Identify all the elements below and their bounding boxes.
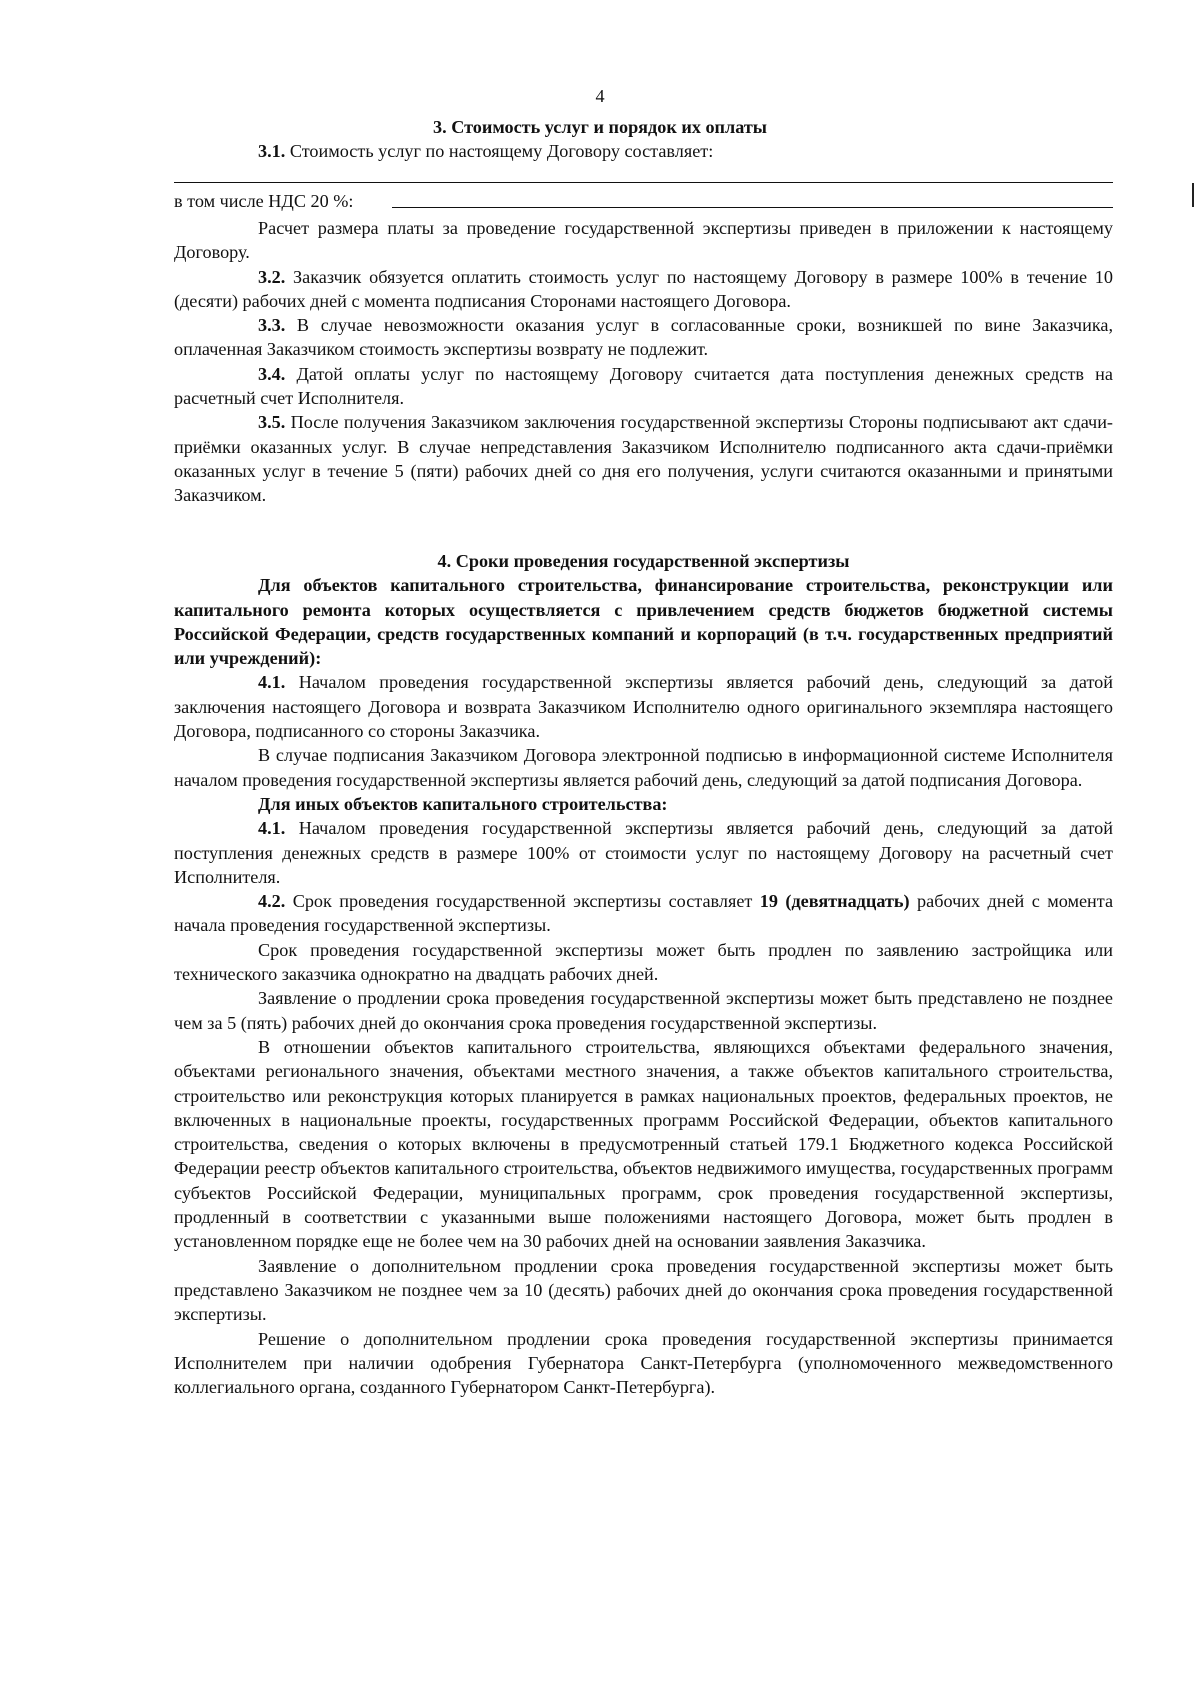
section-3-body bbox=[174, 216, 1113, 508]
clause-3-4 bbox=[174, 362, 1113, 411]
clause-3-4-number: 3.4. bbox=[258, 363, 286, 384]
clause-3-1 bbox=[258, 139, 713, 163]
other-objects-heading-text: Для иных объектов капитального строительства: bbox=[258, 793, 668, 814]
section-4-title-text: 4. Сроки проведения государственной экспертизы bbox=[437, 551, 850, 571]
cost-blank-line bbox=[174, 182, 1113, 183]
clause-4-1-budget-number: 4.1. bbox=[258, 672, 286, 693]
clause-4-2 bbox=[174, 889, 1113, 938]
section-3-title: 3. Стоимость услуг и порядок их оплаты bbox=[433, 117, 767, 137]
vat-label: в том числе НДС 20 %: bbox=[174, 191, 354, 211]
additional-request-paragraph: Заявление о дополнительном продлении срока проведения государственной экспертизы может быть представлено Заказчиком не позднее чем за 10 (десять) рабочих дней до окончания срока проведения государственной экспертизы. bbox=[174, 1255, 1113, 1325]
clause-3-1-text: Стоимость услуг по настоящему Договору составляет: bbox=[285, 141, 714, 161]
clause-3-5-number: 3.5. bbox=[258, 412, 286, 433]
clause-3-2 bbox=[174, 265, 1113, 314]
clause-4-2-number: 4.2. bbox=[258, 891, 286, 912]
clause-3-1-number: 3.1. bbox=[258, 141, 286, 161]
clause-4-1-budget bbox=[174, 670, 1113, 743]
section-4-body bbox=[174, 549, 1113, 1399]
clause-3-3-text: В случае невозможности оказания услуг в согласованные сроки, возникшей по вине Заказчика, оплаченная Заказчиком стоимость экспертизы возврату не подлежит. bbox=[174, 315, 1113, 360]
budget-objects-heading bbox=[174, 573, 1113, 670]
clause-3-4-text: Датой оплаты услуг по настоящему Договору считается дата поступления денежных средств на расчетный счет Исполнителя. bbox=[174, 363, 1113, 409]
clause-4-1-other bbox=[174, 816, 1113, 889]
clause-4-1-other-number: 4.1. bbox=[258, 818, 286, 839]
margin-mark bbox=[1192, 183, 1194, 207]
clause-4-2-text-a: Срок проведения государственной экспертизы составляет bbox=[285, 891, 760, 912]
section-4-title bbox=[174, 549, 1113, 573]
clause-4-2-text-b: рабочих дней с момента начала проведения государственной экспертизы. bbox=[174, 891, 1114, 936]
clause-3-2-number: 3.2. bbox=[258, 266, 286, 287]
budget-objects-heading-text: Для объектов капитального строительства, финансирование строительства, реконструкции или капитального ремонта которых осуществляется с привлечением средств бюджетов бюджетной системы Российской Федерации, средств государственных компаний и корпораций (в т.ч. государственных предприятий или учреждений): bbox=[174, 575, 1113, 669]
other-objects-heading bbox=[174, 792, 1113, 816]
clause-3-3-number: 3.3. bbox=[258, 315, 286, 336]
clause-3-5 bbox=[174, 410, 1113, 507]
vat-blank-line bbox=[392, 207, 1113, 208]
clause-3-5-text: После получения Заказчиком заключения государственной экспертизы Стороны подписывают акт сдачи-приёмки оказанных услуг. В случае непредставления Заказчиком Исполнителю подписанного акта сдачи-приёмки оказанных услуг в течение 5 (пяти) рабочих дней со дня его получения, услуги считаются оказанными и принятыми Заказчиком. bbox=[174, 412, 1113, 506]
clause-3-2-text: Заказчик обязуется оплатить стоимость услуг по настоящему Договору в размере 100% в течение 10 (десяти) рабочих дней с момента подписания Сторонами настоящего Договора. bbox=[174, 266, 1113, 311]
clause-3-3 bbox=[174, 313, 1113, 362]
clause-4-2-duration: 19 (девятнадцать) bbox=[759, 891, 910, 912]
extension-request-paragraph: Заявление о продлении срока проведения государственной экспертизы может быть представлено не позднее чем за 5 (пять) рабочих дней до окончания срока проведения государственной экспертизы. bbox=[174, 988, 1113, 1033]
extension-paragraph: Срок проведения государственной экспертизы может быть продлен по заявлению застройщика или технического заказчика однократно на двадцать рабочих дней. bbox=[174, 939, 1113, 985]
decision-paragraph: Решение о дополнительном продлении срока проведения государственной экспертизы принимается Исполнителем при наличии одобрения Губернатора Санкт-Петербурга (уполномоченного межведомственного коллегиального органа, созданного Губернатором Санкт-Петербурга). bbox=[174, 1328, 1113, 1398]
federal-objects-paragraph: В отношении объектов капитального строительства, являющихся объектами федерального значения, объектами регионального значения, объектами местного значения, а также объектов капитального строительства, строительство или реконструкция которых планируется в рамках национальных проектов, федеральных проектов, не включенных в национальные проекты, государственных программ Российской Федерации, объектов капитального строительства, сведения о которых включены в предусмотренный статьей 179.1 Бюджетного кодекса Российской Федерации реестр объектов капитального строительства, объектов недвижимого имущества, государственных программ субъектов Российской Федерации, муниципальных программ, срок проведения государственной экспертизы, продленный в соответствии с указанными выше положениями настоящего Договора, может быть продлен в установленном порядке еще не более чем на 30 рабочих дней на основании заявления Заказчика. bbox=[174, 1036, 1113, 1252]
clause-4-1-budget-text: Началом проведения государственной экспертизы является рабочий день, следующий за датой заключения настоящего Договора и возврата Заказчиком Исполнителю одного оригинального экземпляра настоящего Договора, подписанного со стороны Заказчика. bbox=[174, 672, 1113, 742]
calc-paragraph: Расчет размера платы за проведение государственной экспертизы приведен в приложении к настоящему Договору. bbox=[174, 218, 1113, 263]
esign-paragraph: В случае подписания Заказчиком Договора электронной подписью в информационной системе Исполнителя началом проведения государственной экспертизы является рабочий день, следующий за датой подписания Договора. bbox=[174, 745, 1113, 790]
page-number: 4 bbox=[595, 86, 605, 106]
clause-4-1-other-text: Началом проведения государственной экспертизы является рабочий день, следующий за датой поступления денежных средств в размере 100% от стоимости услуг по настоящему Договору на расчетный счет Исполнителя. bbox=[174, 818, 1113, 887]
